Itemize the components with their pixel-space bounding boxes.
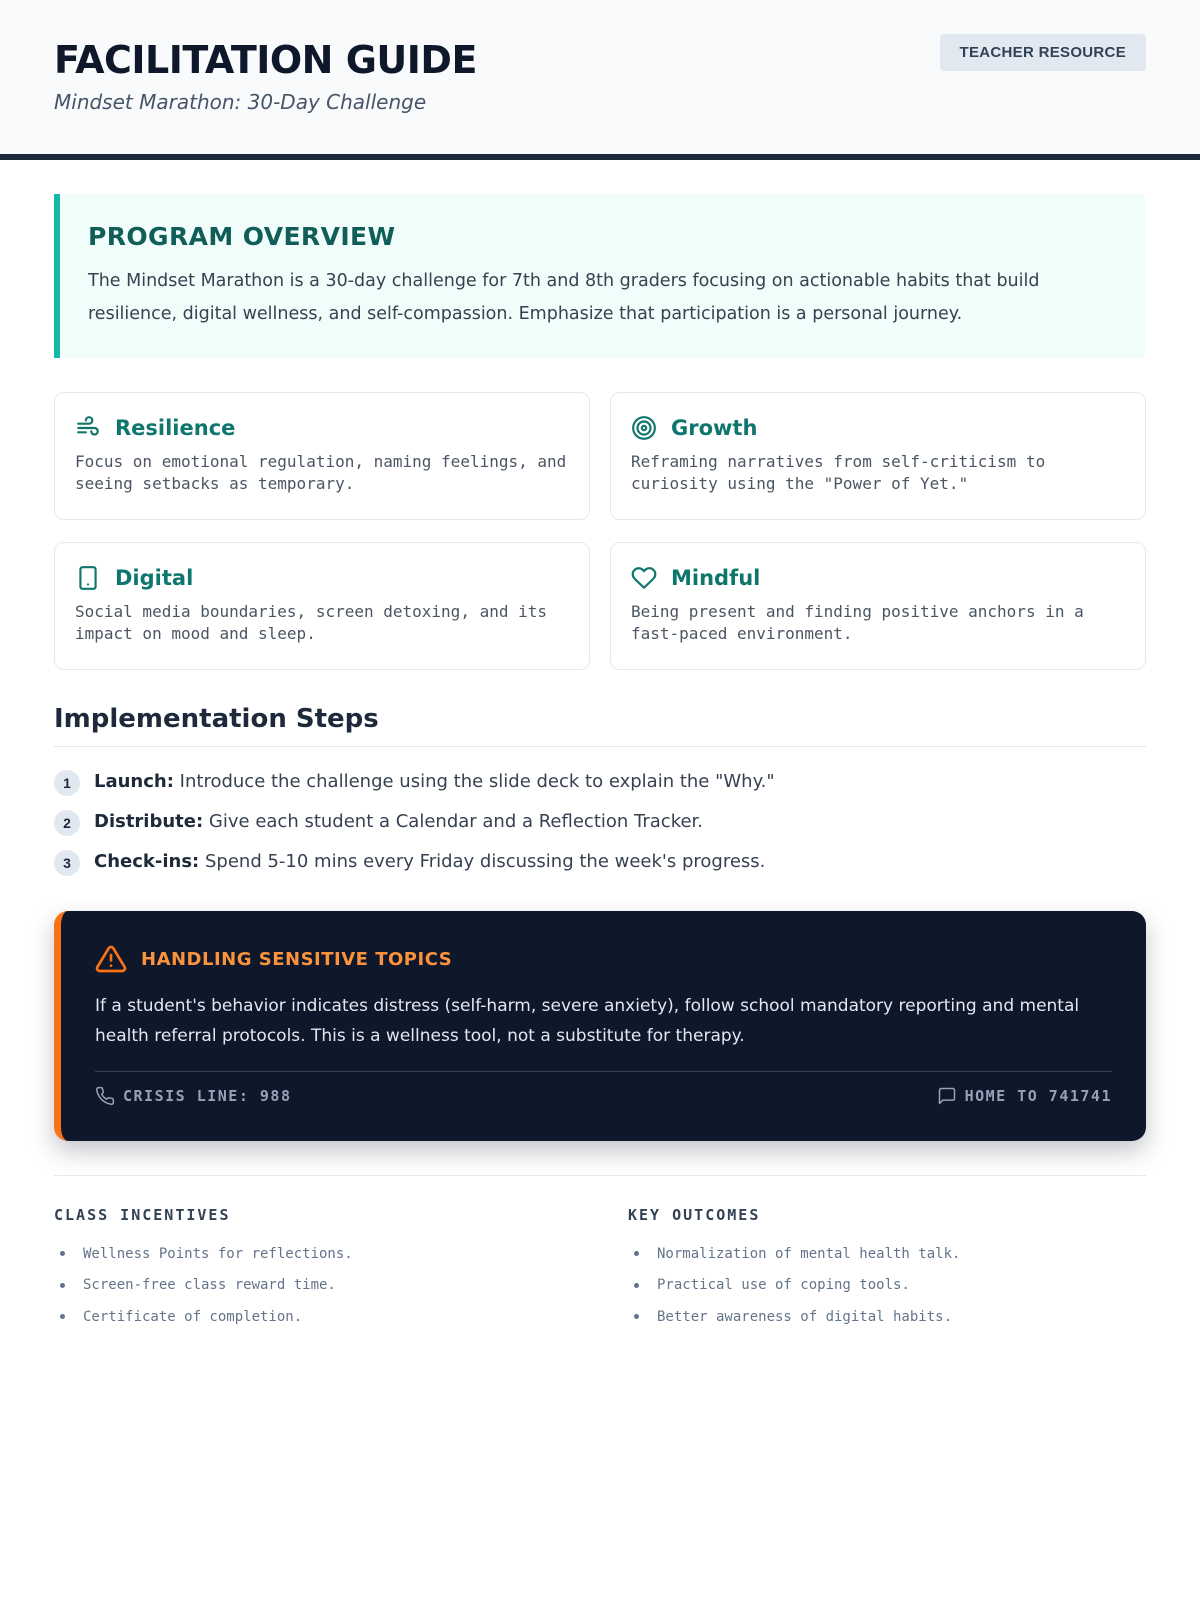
incentives-list <box>54 1238 628 1333</box>
page-title: FACILITATION GUIDE <box>54 38 477 82</box>
summary-lists <box>54 1206 1146 1333</box>
step-text: Spend 5-10 mins every Friday discussing the week's progress. <box>204 850 766 872</box>
pillar-card-mindful <box>610 542 1146 670</box>
crisis-line-text: CRISIS LINE: 988 <box>123 1087 292 1105</box>
list-item: Normalization of mental health talk. <box>628 1238 1136 1270</box>
page-subtitle: Mindset Marathon: 30-Day Challenge <box>54 90 427 114</box>
overview-heading: PROGRAM OVERVIEW <box>88 222 396 251</box>
steps-heading: Implementation Steps <box>54 704 1146 747</box>
list-item: Practical use of coping tools. <box>628 1270 1136 1302</box>
section-divider <box>54 1175 1146 1176</box>
heart-icon <box>631 565 657 591</box>
list-item: Better awareness of digital habits. <box>628 1301 1136 1333</box>
pillar-description: Reframing narratives from self-criticism to curiosity using the "Power of Yet." <box>631 452 1046 493</box>
phone-call-icon <box>95 1086 115 1106</box>
sensitive-topics-alert <box>54 911 1146 1141</box>
step-text: Give each student a Calendar and a Reflection Tracker. <box>208 810 704 832</box>
step-label: Launch: <box>94 770 174 792</box>
step-number: 2 <box>54 810 80 836</box>
alert-footer <box>95 1071 1112 1106</box>
crisis-line <box>95 1086 292 1106</box>
pillar-title: Mindful <box>671 566 761 590</box>
step-item <box>54 841 1146 881</box>
outcomes-list <box>628 1238 1136 1333</box>
pillar-grid <box>54 392 1146 670</box>
alert-text: If a student's behavior indicates distress (self-harm, severe anxiety), follow school mandatory reporting and mental health referral protocols. This is a wellness tool, not a substitute for therapy. <box>95 996 1080 1046</box>
pillar-card-digital <box>54 542 590 670</box>
text-line <box>937 1086 1112 1106</box>
message-icon <box>937 1086 957 1106</box>
overview-text: The Mindset Marathon is a 30-day challenge for 7th and 8th graders focusing on actionable habits that build resilience, digital wellness, and self-compassion. Emphasize that participation is a personal journey. <box>88 271 1040 324</box>
step-label: Distribute: <box>94 810 204 832</box>
steps-list <box>54 761 1146 881</box>
step-number: 1 <box>54 770 80 796</box>
class-incentives <box>54 1206 628 1333</box>
resource-badge: TEACHER RESOURCE <box>940 34 1146 71</box>
step-text: Introduce the challenge using the slide deck to explain the "Why." <box>179 770 775 792</box>
list-item: Screen-free class reward time. <box>54 1270 628 1302</box>
pillar-title: Resilience <box>115 416 236 440</box>
pillar-description: Social media boundaries, screen detoxing, and its impact on mood and sleep. <box>75 602 548 643</box>
page-header <box>0 0 1200 160</box>
wind-icon <box>75 415 101 441</box>
pillar-description: Focus on emotional regulation, naming feelings, and seeing setbacks as temporary. <box>75 452 567 493</box>
alert-title: HANDLING SENSITIVE TOPICS <box>141 948 453 970</box>
outcomes-heading: KEY OUTCOMES <box>628 1206 761 1224</box>
step-number: 3 <box>54 850 80 876</box>
incentives-heading: CLASS INCENTIVES <box>54 1206 231 1224</box>
step-label: Check-ins: <box>94 850 200 872</box>
list-item: Certificate of completion. <box>54 1301 628 1333</box>
program-overview <box>54 194 1146 358</box>
pillar-description: Being present and finding positive anchors in a fast-paced environment. <box>631 602 1084 643</box>
main-content <box>0 160 1200 1333</box>
phone-icon <box>75 565 101 591</box>
pillar-card-resilience <box>54 392 590 520</box>
target-icon <box>631 415 657 441</box>
list-item: Wellness Points for reflections. <box>54 1238 628 1270</box>
pillar-title: Digital <box>115 566 194 590</box>
step-item <box>54 761 1146 801</box>
step-item <box>54 801 1146 841</box>
pillar-card-growth <box>610 392 1146 520</box>
warning-icon <box>95 943 127 975</box>
text-line-text: HOME TO 741741 <box>964 1087 1112 1105</box>
key-outcomes <box>628 1206 1136 1333</box>
pillar-title: Growth <box>671 416 758 440</box>
